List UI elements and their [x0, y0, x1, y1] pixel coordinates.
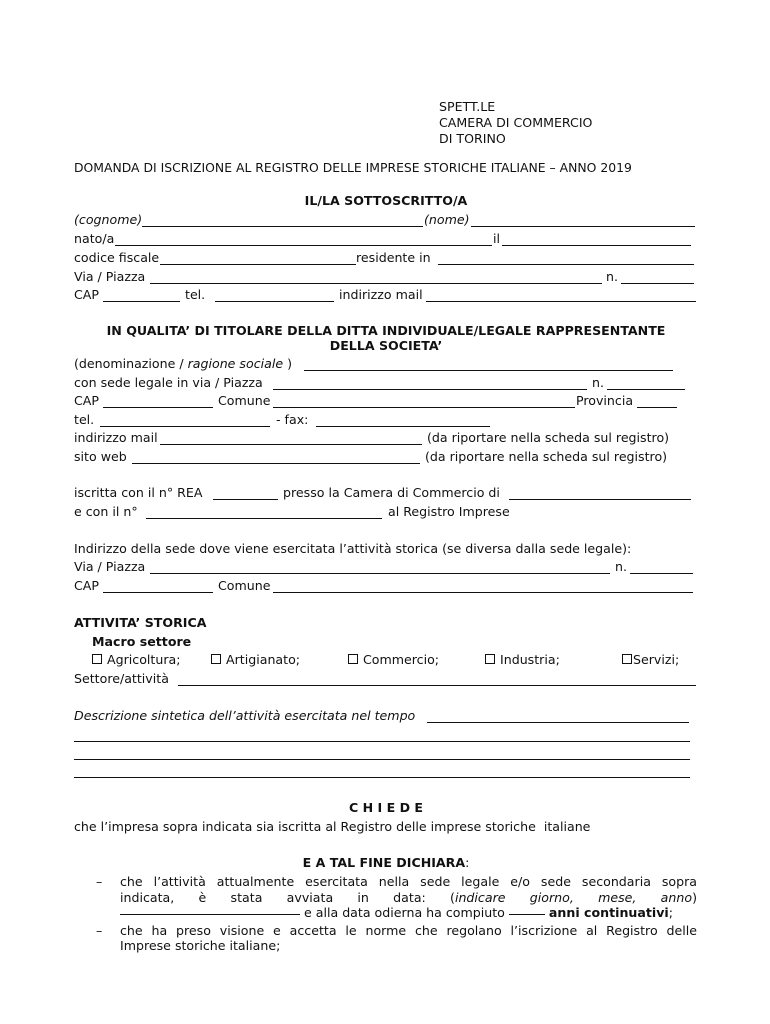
- label-settore: Settore/attività: [74, 671, 169, 686]
- addressee-line2: CAMERA DI COMMERCIO: [439, 115, 593, 130]
- field-mail[interactable]: [426, 301, 696, 302]
- field-descrizione-line4[interactable]: [74, 777, 690, 778]
- field-via[interactable]: [150, 283, 602, 284]
- label-via: Via / Piazza: [74, 269, 146, 284]
- label-denominazione: (denominazione / ragione sociale ): [74, 356, 293, 371]
- label-fax: - fax:: [276, 412, 309, 427]
- label-nome: (nome): [424, 212, 470, 227]
- label-registro: al Registro Imprese: [388, 504, 510, 519]
- field-con-n[interactable]: [146, 518, 382, 519]
- activity-heading: ATTIVITA’ STORICA: [74, 615, 207, 630]
- checkbox-icon[interactable]: [485, 654, 495, 664]
- label-company-mail: indirizzo mail: [74, 430, 158, 445]
- field-rea[interactable]: [213, 499, 278, 500]
- site-intro: Indirizzo della sede dove viene esercitata l’attività storica (se diversa dalla sede legale):: [74, 541, 632, 556]
- field-cognome[interactable]: [142, 226, 423, 227]
- declare-item1-line2: indicata, è stata avviata in data: (indicare giorno, mese, anno): [120, 890, 697, 905]
- field-provincia[interactable]: [637, 407, 677, 408]
- field-sito[interactable]: [132, 463, 420, 464]
- field-company-comune[interactable]: [273, 407, 575, 408]
- label-residente: residente in: [356, 250, 431, 265]
- company-heading-line2: DELLA SOCIETA’: [329, 338, 443, 353]
- field-sede[interactable]: [273, 389, 587, 390]
- field-nato[interactable]: [115, 245, 492, 246]
- field-company-cap[interactable]: [103, 407, 213, 408]
- checkbox-icon[interactable]: [348, 654, 358, 664]
- field-site-comune[interactable]: [273, 592, 693, 593]
- label-sede: con sede legale in via / Piazza: [74, 375, 263, 390]
- field-anni[interactable]: [509, 914, 545, 915]
- label-company-n: n.: [592, 375, 604, 390]
- option-artigianato[interactable]: Artigianato;: [211, 652, 300, 668]
- label-il: il: [493, 231, 500, 246]
- label-company-tel: tel.: [74, 412, 95, 427]
- label-tel: tel.: [185, 287, 206, 302]
- field-site-via[interactable]: [150, 573, 610, 574]
- field-descrizione-line3[interactable]: [74, 759, 690, 760]
- field-residente[interactable]: [438, 264, 694, 265]
- note-sito: (da riportare nella scheda sul registro): [425, 449, 668, 464]
- field-settore[interactable]: [178, 685, 696, 686]
- label-company-cap: CAP: [74, 393, 100, 408]
- field-tel[interactable]: [215, 301, 334, 302]
- request-heading: C H I E D E: [348, 800, 424, 815]
- field-il[interactable]: [502, 245, 691, 246]
- label-cognome: (cognome): [74, 212, 143, 227]
- label-n: n.: [606, 269, 618, 284]
- field-nome[interactable]: [471, 226, 695, 227]
- checkbox-icon[interactable]: [211, 654, 221, 664]
- field-presso[interactable]: [509, 499, 691, 500]
- declare-item2-line1: che ha preso visione e accetta le norme che regolano l’iscrizione al Registro delle: [120, 923, 697, 938]
- field-descrizione-line2[interactable]: [74, 741, 690, 742]
- label-con-n: e con il n°: [74, 504, 138, 519]
- declare-item2-line2: Imprese storiche italiane;: [120, 938, 281, 953]
- label-sito: sito web: [74, 449, 127, 464]
- checkbox-icon[interactable]: [92, 654, 102, 664]
- checkbox-icon[interactable]: [622, 654, 632, 664]
- field-data-avvio[interactable]: [120, 914, 300, 915]
- option-commercio[interactable]: Commercio;: [348, 652, 439, 668]
- field-site-cap[interactable]: [103, 592, 213, 593]
- label-descrizione: Descrizione sintetica dell’attività esercitata nel tempo: [74, 708, 416, 723]
- bullet-2: –: [96, 923, 103, 938]
- field-codice-fiscale[interactable]: [160, 264, 356, 265]
- field-cap[interactable]: [103, 301, 180, 302]
- label-company-comune: Comune: [218, 393, 271, 408]
- label-rea: iscritta con il n° REA: [74, 485, 203, 500]
- declare-item1-line1: che l’attività attualmente esercitata nella sede legale e/o sede secondaria sopra: [120, 874, 697, 889]
- field-descrizione[interactable]: [427, 722, 689, 723]
- document-title: DOMANDA DI ISCRIZIONE AL REGISTRO DELLE IMPRESE STORICHE ITALIANE – ANNO 2019: [74, 160, 632, 175]
- request-text: che l’impresa sopra indicata sia iscritta al Registro delle imprese storiche italiane: [74, 819, 591, 834]
- label-cap: CAP: [74, 287, 100, 302]
- field-n[interactable]: [621, 283, 694, 284]
- signer-heading: IL/LA SOTTOSCRITTO/A: [304, 193, 468, 208]
- option-servizi[interactable]: Servizi;: [622, 652, 679, 668]
- field-company-n[interactable]: [607, 389, 685, 390]
- bullet-1: –: [96, 874, 103, 889]
- addressee-line1: SPETT.LE: [439, 99, 496, 114]
- field-fax[interactable]: [316, 426, 490, 427]
- option-industria[interactable]: Industria;: [485, 652, 560, 668]
- option-agricoltura[interactable]: Agricoltura;: [92, 652, 180, 668]
- label-mail: indirizzo mail: [339, 287, 423, 302]
- field-site-n[interactable]: [630, 573, 693, 574]
- field-company-mail[interactable]: [160, 444, 422, 445]
- label-site-cap: CAP: [74, 578, 100, 593]
- label-provincia: Provincia: [576, 393, 634, 408]
- note-company-mail: (da riportare nella scheda sul registro): [427, 430, 670, 445]
- label-site-via: Via / Piazza: [74, 559, 146, 574]
- label-nato: nato/a: [74, 231, 115, 246]
- label-codice-fiscale: codice fiscale: [74, 250, 160, 265]
- declare-heading: E A TAL FINE DICHIARA:: [302, 855, 470, 870]
- addressee-line3: DI TORINO: [439, 131, 506, 146]
- macro-settore-label: Macro settore: [92, 634, 192, 649]
- label-site-comune: Comune: [218, 578, 271, 593]
- company-heading-line1: IN QUALITA’ DI TITOLARE DELLA DITTA INDIVIDUALE/LEGALE RAPPRESENTANTE: [106, 323, 666, 338]
- label-site-n: n.: [615, 559, 627, 574]
- field-company-tel[interactable]: [100, 426, 270, 427]
- field-denominazione[interactable]: [304, 370, 673, 371]
- declare-item1-line3: e alla data odierna ha compiuto anni continuativi;: [120, 905, 673, 921]
- label-presso: presso la Camera di Commercio di: [283, 485, 500, 500]
